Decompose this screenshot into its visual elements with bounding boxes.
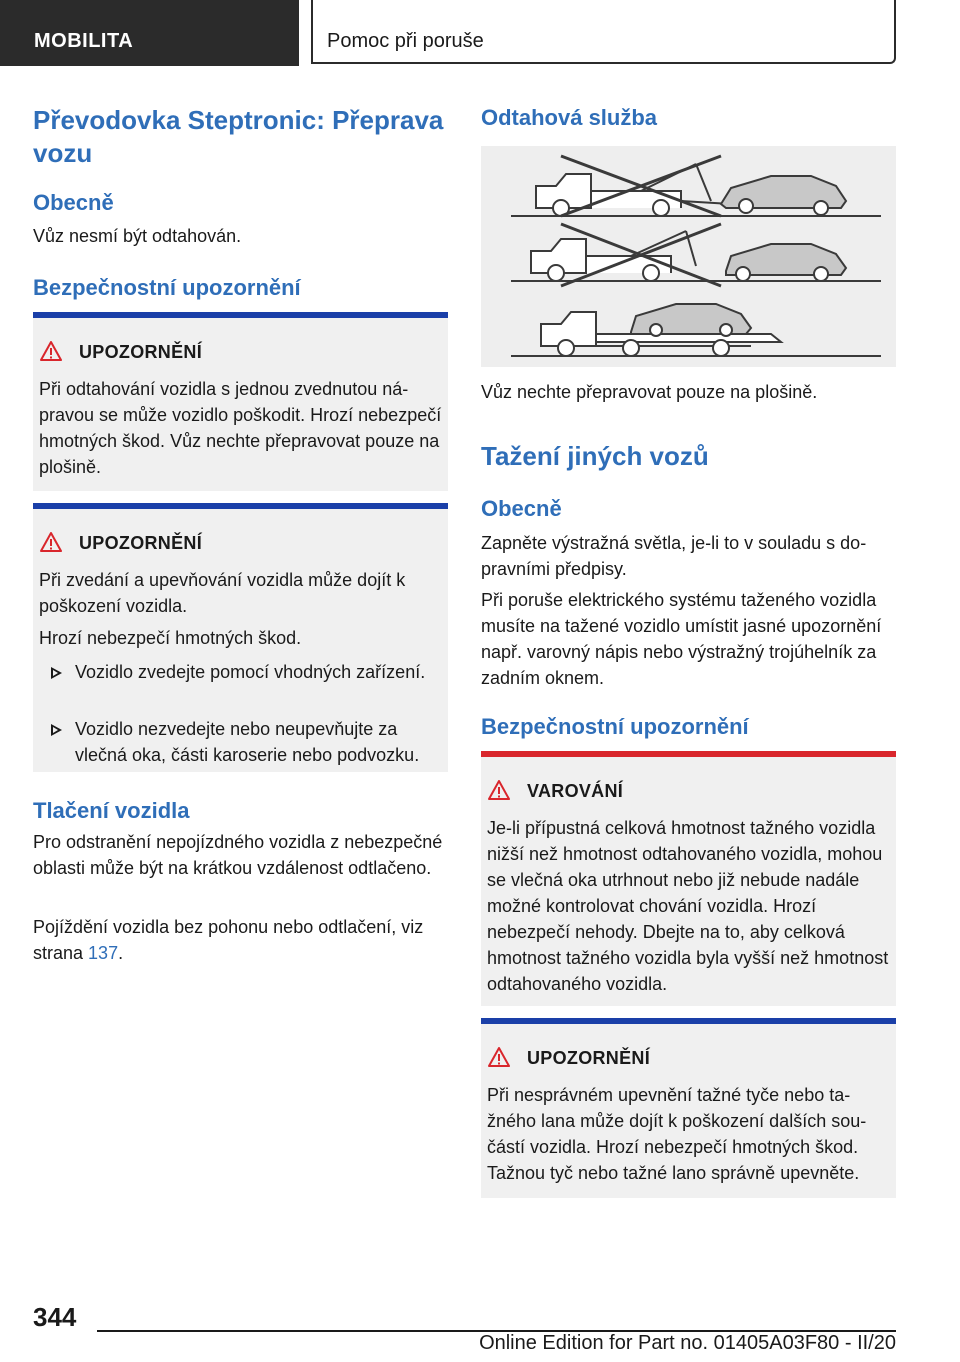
bullet-arrow-icon (51, 724, 62, 736)
general-text-right-2: Při poruše elektrického systému taženého vozidla musíte na tažené vozidlo umístit jasné upozornění např. varovný nápis nebo výstražný trojúhelník za zadním oknem. (481, 590, 882, 688)
bullet-item: Vozidlo nezvedejte nebo neupevňujte za vlečná oka, části karoserie nebo podvozku. (39, 716, 444, 768)
warning-triangle-icon (488, 1046, 510, 1068)
section-label: MOBILITA (34, 30, 134, 52)
warning-title: VAROVÁNÍ (527, 781, 624, 801)
tow-caption: Vůz nechte přepravovat pouze na plošině. (481, 382, 818, 402)
warning-triangle-icon (40, 340, 62, 362)
safety-heading-right: Bezpečnostní upozornění (481, 714, 749, 739)
page-link[interactable]: 137 (88, 943, 119, 963)
bullet-arrow-icon (51, 667, 62, 679)
towing-illustration (481, 146, 896, 367)
notice-text: Při odtahování vozidla s jednou zvednutou nápravou se může vozidlo poškodit. Hrozí nebezpečí hmotných škod. Vůz nechte přepravovat pouze na plošině. (39, 379, 442, 477)
push-heading: Tlačení vozidla (33, 798, 190, 823)
notice-box-1 (33, 312, 448, 491)
warning-box (481, 751, 896, 1006)
page-number: 344 (33, 1302, 77, 1332)
notice-text: Při nesprávném upevnění tažné tyče nebo tažného lana může dojít k poškození dalších součástí vozidla. Hrozí nebezpečí hmotných škod. Tažnou tyč nebo tažné lano správně upevněte. (487, 1085, 867, 1183)
page-title: Převodovka Steptronic: Přeprava vozu (33, 105, 444, 168)
push-text: Pro odstranění nepojízdného vozidla z nebezpečné oblasti může být na krátkou vzdálenost odtlačeno. (33, 832, 443, 878)
edition-text: Online Edition for Part no. 01405A03F80 - II/20 (479, 1332, 896, 1354)
push-reference: Pojíždění vozidla bez pohonu nebo odtlačení, viz strana 137. (33, 917, 424, 963)
safety-heading: Bezpečnostní upozornění (33, 275, 301, 300)
notice-text: Při zvedání a upevňování vozidla může dojít k poškození vozidla. (39, 570, 406, 616)
general-text: Vůz nesmí být odtahován. (33, 226, 242, 246)
bullet-item: Vozidlo zvedejte pomocí vhodných zařízení. (39, 659, 444, 685)
notice-title: UPOZORNĚNÍ (527, 1048, 651, 1068)
notice-title: UPOZORNĚNÍ (79, 342, 203, 362)
towing-methods-image (481, 146, 896, 367)
other-title: Tažení jiných vozů (481, 441, 709, 471)
general-text-right-1: Zapněte výstražná světla, je-li to v souladu s dopravními předpisy. (481, 533, 867, 579)
warning-triangle-icon (40, 531, 62, 553)
section-tab (0, 0, 299, 66)
notice-title: UPOZORNĚNÍ (79, 533, 203, 553)
general-heading: Obecně (33, 190, 114, 215)
notice-text: Hrozí nebezpečí hmotných škod. (39, 628, 302, 648)
chapter-label: Pomoc při poruše (327, 30, 484, 52)
warning-text: Je-li přípustná celková hmotnost tažného vozidla nižší než hmotnost odtahovaného vozidla, mohou se vlečná oka utrhnout nebo již nebude nadále možné kontrolovat chování vozidla. Hrozí nebezpečí nehody. Dbejte na to, aby celková hmotnost tažného vozidla byla vyšší než hmotnost odtahovaného vozidla. (487, 818, 889, 994)
chapter-tab (311, 0, 896, 64)
general-heading-right: Obecně (481, 496, 562, 521)
notice-box-2 (33, 503, 448, 772)
warning-triangle-icon (488, 779, 510, 801)
tow-heading: Odtahová služba (481, 105, 658, 130)
notice-box-3 (481, 1018, 896, 1198)
